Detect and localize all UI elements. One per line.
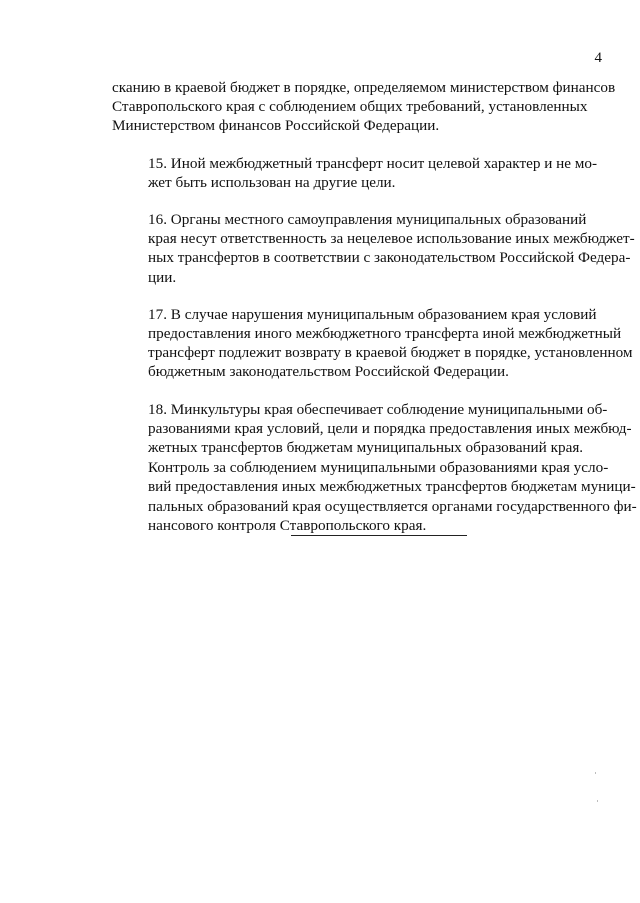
page-number: 4 <box>594 50 602 66</box>
text-line: 16. Органы местного самоуправления муниципальных образований <box>148 211 587 229</box>
paragraph-16 <box>112 210 635 287</box>
text-line: разованиями края условий, цели и порядка предоставления иных межбюд- <box>148 419 632 437</box>
text-line: жетных трансфертов бюджетам муниципальных образований края. <box>148 439 584 457</box>
paragraph-15 <box>112 154 606 192</box>
text-line: Министерством финансов Российской Федерации. <box>112 117 440 135</box>
text-line: трансферт подлежит возврату в краевой бюджет в порядке, установленном <box>148 344 633 362</box>
text-line: ции. <box>148 268 177 286</box>
text-line: Контроль за соблюдением муниципальными образованиями края усло- <box>148 459 609 477</box>
document-body <box>112 78 637 535</box>
text-line: Ставропольского края с соблюдением общих требований, установленных <box>112 98 588 116</box>
text-line: ных трансфертов в соответствии с законодательством Российской Федера- <box>148 249 631 267</box>
text-line: края несут ответственность за нецелевое использование иных межбюджет- <box>148 230 635 248</box>
paragraph-18 <box>112 400 632 458</box>
text-line: пальных образований края осуществляется органами государственного фи- <box>148 497 637 515</box>
scan-artifact <box>597 800 598 802</box>
text-line: нансового контроля Ставропольского края. <box>148 516 427 534</box>
text-line: вий предоставления иных межбюджетных трансфертов бюджетам муници- <box>148 478 636 496</box>
text-line: 17. В случае нарушения муниципальным образованием края условий <box>148 305 597 323</box>
paragraph-continuation <box>112 78 616 136</box>
text-line: жет быть использован на другие цели. <box>148 173 396 191</box>
text-line: сканию в краевой бюджет в порядке, определяемом министерством финансов <box>112 79 616 96</box>
text-line: 18. Минкультуры края обеспечивает соблюдение муниципальными об- <box>148 400 608 418</box>
paragraph-17 <box>112 305 633 382</box>
scan-artifact <box>595 772 596 774</box>
paragraph-control <box>112 458 637 535</box>
closing-divider-line <box>291 535 467 536</box>
text-line: предоставления иного межбюджетного трансферта иной межбюджетный <box>148 325 622 343</box>
text-line: бюджетным законодательством Российской Федерации. <box>148 363 509 381</box>
text-line: 15. Иной межбюджетный трансферт носит целевой характер и не мо- <box>148 154 598 172</box>
